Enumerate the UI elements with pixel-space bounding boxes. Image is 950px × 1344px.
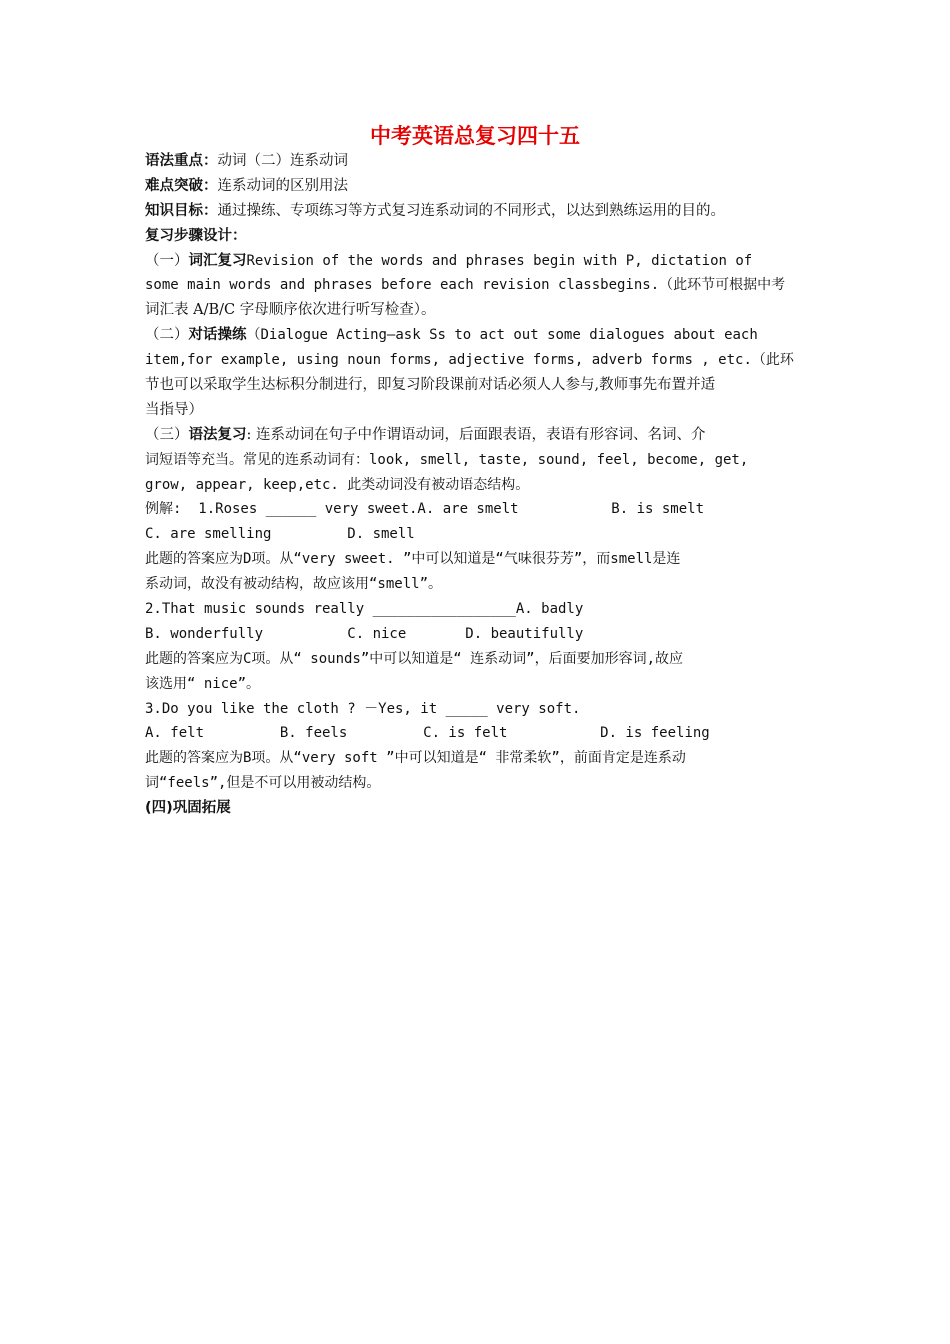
knowledge-goal-label: 知识目标 — [145, 202, 203, 219]
section-vocabulary-line-3: 词汇表 A/B/C 字母顺序依次进行听写检查）。 — [145, 302, 436, 319]
grammar-focus-line: 语法重点：动词（二）连系动词 — [145, 153, 348, 169]
example-2-options: B. wonderfully C. nice D. beautifully — [145, 625, 584, 642]
section-vocabulary-line-2: some main words and phrases before each revision classbegins.（此环节可根据中考 — [145, 277, 786, 294]
page-title: 中考英语总复习四十五 — [370, 124, 580, 148]
section-dialogue-line-3: 节也可以采取学生达标积分制进行，即复习阶段课前对话必须人人参与,教师事先布置并适 — [145, 377, 716, 394]
section-vocabulary-line-1: （一）词汇复习Revision of the words and phrases begin with P, dictation of — [145, 252, 753, 269]
grammar-focus-text: 动词（二）连系动词 — [217, 153, 348, 169]
section-dialogue-line-1: （二）对话操练（Dialogue Acting—ask Ss to act out some dialogues about each — [145, 327, 758, 344]
example-2-answer-1: 此题的答案应为C项。从“ sounds”中可以知道是“ 连系动词”，后面要加形容词,故应 — [145, 650, 684, 667]
example-3-options: A. felt B. feels C. is felt D. is feeling — [145, 725, 710, 742]
section-dialogue-label: 对话操练 — [188, 327, 247, 344]
example-3-answer-2: 词“feels”,但是不可以用被动结构。 — [145, 775, 381, 792]
example-1-question: 例解: 1.Roses ______ very sweet.A. are smelt B. is smelt — [145, 501, 705, 518]
example-1-answer-2: 系动词，故没有被动结构，故应该用“smell”。 — [145, 576, 442, 593]
difficulty-label: 难点突破 — [145, 177, 203, 194]
difficulty-text: 连系动词的区别用法 — [217, 177, 348, 194]
example-3-question: 3.Do you like the cloth ? －Yes, it _____ very soft. — [145, 700, 581, 717]
knowledge-goal-line: 知识目标：通过操练、专项练习等方式复习连系动词的不同形式，以达到熟练运用的目的。 — [145, 202, 725, 219]
example-2-question: 2.That music sounds really _________________A. badly — [145, 601, 584, 618]
review-steps-heading: 复习步骤设计： — [145, 227, 247, 244]
section-vocabulary-label: 词汇复习 — [188, 252, 247, 269]
knowledge-goal-text: 通过操练、专项练习等方式复习连系动词的不同形式，以达到熟练运用的目的。 — [217, 202, 725, 219]
section-dialogue-line-4: 当指导） — [145, 401, 203, 418]
section-grammar-line-3: grow, appear, keep,etc. 此类动词没有被动语态结构。 — [145, 476, 530, 493]
example-1-options: C. are smelling D. smell — [145, 526, 415, 543]
section-grammar-line-1: （三）语法复习: 连系动词在句子中作谓语动词，后面跟表语，表语有形容词、名词、介 — [145, 426, 706, 443]
example-1-answer-1: 此题的答案应为D项。从“very sweet. ”中可以知道是“气味很芬芳”，而smell是连 — [145, 551, 681, 568]
example-3-answer-1: 此题的答案应为B项。从“very soft ”中可以知道是“ 非常柔软”，前面肯定是连系动 — [145, 750, 686, 767]
section-grammar-line-2: 词短语等充当。常见的连系动词有：look, smell, taste, sound, feel, become, get, — [145, 451, 749, 468]
difficulty-line: 难点突破：连系动词的区别用法 — [145, 177, 348, 194]
section-grammar-label: 语法复习 — [188, 426, 247, 443]
document-body — [145, 149, 813, 821]
example-2-answer-2: 该选用“ nice”。 — [145, 675, 261, 692]
grammar-focus-label: 语法重点 — [145, 153, 203, 169]
section-dialogue-line-2: item,for example, using noun forms, adjective forms, adverb forms , etc.（此环 — [145, 352, 794, 369]
section-consolidation-heading: (四)巩固拓展 — [145, 800, 231, 817]
